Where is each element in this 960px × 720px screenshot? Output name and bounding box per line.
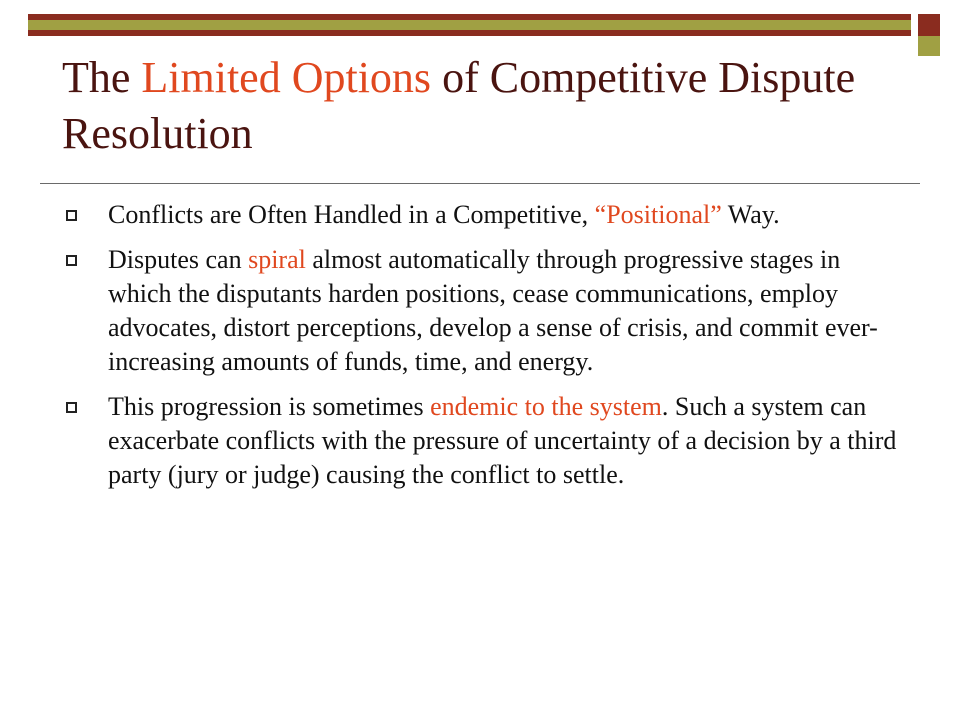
bullet-3-accent: endemic to the system <box>430 392 662 421</box>
title-divider <box>40 183 920 184</box>
title-part-1: The <box>62 53 142 102</box>
bullet-3-part-2: . Such a system can exacerbate conflicts with the pressure of uncertainty of a decision by a third party (jury or judge) causing the conflict to settle. <box>108 392 897 489</box>
decorative-top-bar <box>28 14 911 36</box>
bullet-item <box>62 243 902 379</box>
bullet-2-accent: spiral <box>248 245 306 274</box>
decorative-olive-strip <box>28 20 911 30</box>
bullet-text <box>108 392 896 489</box>
slide-title <box>62 50 922 162</box>
bullet-text <box>108 245 878 376</box>
hollow-square-icon <box>66 210 77 221</box>
bullet-text <box>108 200 780 229</box>
bullet-1-part-2: Way. <box>721 200 780 229</box>
bullet-1-part-1: Conflicts are Often Handled in a Competitive, <box>108 200 595 229</box>
bullet-item <box>62 390 902 492</box>
hollow-square-icon <box>66 255 77 266</box>
bullet-item <box>62 198 902 232</box>
title-accent: Limited Options <box>141 53 432 102</box>
bullet-3-part-1: This progression is sometimes <box>108 392 431 421</box>
decorative-corner-square-red <box>918 14 940 36</box>
bullet-1-accent: “Positional” <box>594 200 722 229</box>
title-part-2: of Competitive Dispute Resolution <box>62 53 856 158</box>
bullet-list <box>62 198 902 503</box>
bullet-2-part-2: almost automatically through progressive stages in which the disputants harden positions, cease communications, employ advocates, distort perceptions, develop a sense of crisis, and commit ever-increasing amounts of funds, time, and energy. <box>108 245 878 376</box>
hollow-square-icon <box>66 402 77 413</box>
bullet-2-part-1: Disputes can <box>108 245 249 274</box>
